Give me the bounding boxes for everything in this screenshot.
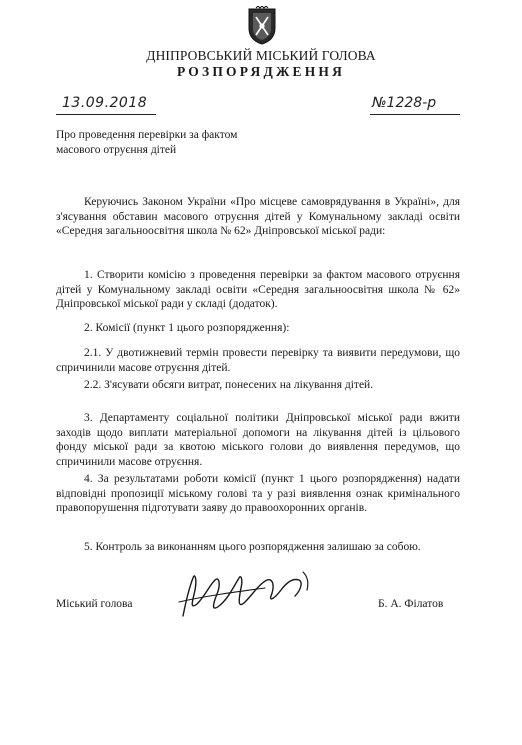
document-subject: Про проведення перевірки за фактом масового отруєння дітей [56, 129, 238, 156]
item-3: 3. Департаменту соціальної політики Дніпровської міської ради вжити заходів щодо виплати матеріальної допомоги на лікування дітей із цільового фонду міської ради за квотою міського голови до виявлення передумов, що спричинили масове отруєння. [56, 412, 460, 468]
issuer-title: ДНІПРОВСЬКИЙ МІСЬКИЙ ГОЛОВА [146, 48, 376, 63]
signatory-position: Міський голова [56, 598, 133, 610]
coat-of-arms-icon [245, 6, 279, 46]
preamble: Керуючись Законом України «Про місцеве самоврядування в Україні», для з'ясування обставин масового отруєння дітей у Комунальному закладі освіти «Середня загальноосвітня школа № 62» Дніпровської міської ради: [56, 196, 460, 237]
handwritten-signature [175, 566, 335, 626]
item-1: 1. Створити комісію з проведення перевірки за фактом масового отруєння дітей у Комунальному закладі освіти «Середня загальноосвітня школа № 62» Дніпровської міської ради у складі (додаток). [56, 269, 460, 310]
document-date: 13.09.2018 [62, 95, 148, 111]
document-number: №1228-р [372, 95, 437, 111]
document-type-title: РОЗПОРЯДЖЕННЯ [176, 64, 346, 79]
item-2-1: 2.1. У двотижневий термін провести перевірку та виявити передумови, що спричинили масове отруєння дітей. [56, 347, 460, 374]
item-5: 5. Контроль за виконанням цього розпорядження залишаю за собою. [84, 541, 421, 553]
item-2-2: 2.2. З'ясувати обсяги витрат, понесених на лікування дітей. [84, 379, 374, 391]
signatory-name: Б. А. Філатов [378, 598, 444, 610]
item-4: 4. За результатами роботи комісії (пункт 1 цього розпорядження) надати відповідні пропозиції міському голові та у разі виявлення ознак кримінального правопорушення підготувати заяву до правоохоронних органів. [56, 473, 460, 514]
item-2: 2. Комісії (пункт 1 цього розпорядження): [84, 322, 290, 334]
